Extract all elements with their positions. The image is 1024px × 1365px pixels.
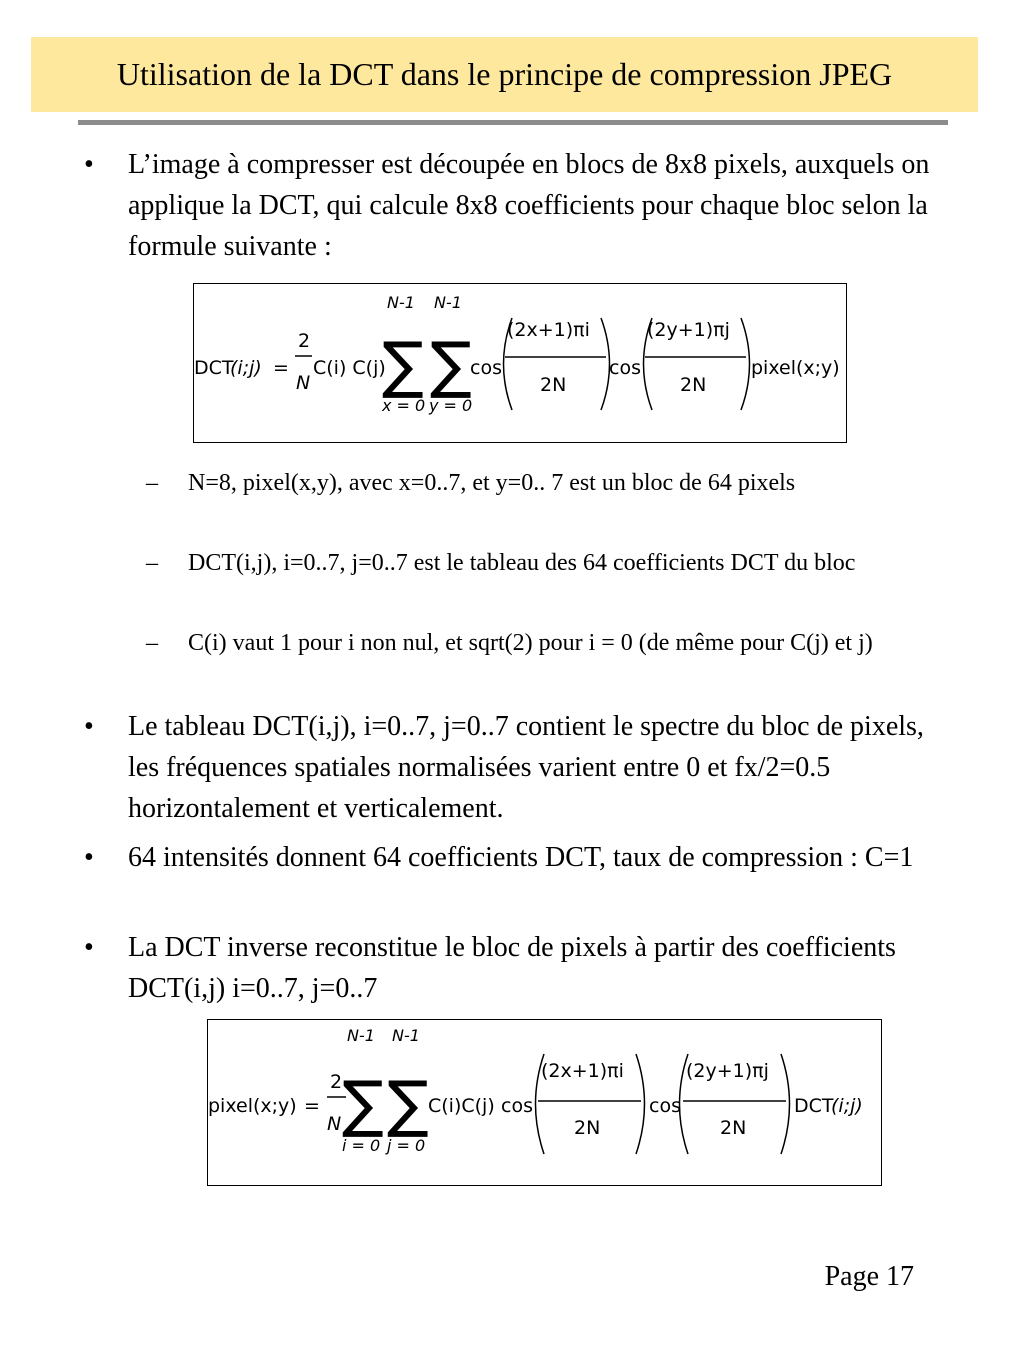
sub-item bbox=[146, 545, 946, 581]
cos-numerator: (2x+1)πi bbox=[507, 319, 590, 341]
right-paren-icon bbox=[741, 318, 750, 410]
cos-numerator: (2y+1)πj bbox=[647, 319, 730, 341]
fraction-numerator: 2 bbox=[330, 1071, 343, 1093]
cos-numerator: (2y+1)πj bbox=[686, 1060, 769, 1082]
dash-mark: – bbox=[146, 550, 158, 576]
cos-function: cos bbox=[649, 1095, 681, 1117]
right-paren-icon bbox=[781, 1054, 790, 1154]
sub-item-text: C(i) vaut 1 pour i non nul, et sqrt(2) pour i = 0 (de même pour C(j) et j) bbox=[188, 630, 873, 656]
bullet-text: Le tableau DCT(i,j), i=0..7, j=0..7 contient le spectre du bloc de pixels, les fréquences spatiales normalisées varient entre 0 et fx/2=0.5 horizontalement et verticalement. bbox=[128, 711, 924, 824]
title-divider bbox=[78, 120, 948, 125]
page-title: Utilisation de la DCT dans le principe de compression JPEG bbox=[116, 56, 893, 92]
formula-equals: = bbox=[273, 357, 289, 379]
cos-function: cos bbox=[470, 357, 502, 379]
right-paren-icon bbox=[636, 1054, 645, 1154]
formula-coefficients: C(i) C(j) bbox=[313, 357, 386, 379]
bullet-item bbox=[84, 144, 944, 267]
bullet-item bbox=[84, 837, 944, 878]
sum-lower-limit: x = 0 bbox=[382, 396, 426, 415]
formula-lhs: pixel(x;y) bbox=[208, 1095, 297, 1117]
bullet-mark: • bbox=[84, 149, 94, 180]
bullet-item bbox=[84, 706, 944, 829]
cos-denominator: 2N bbox=[574, 1117, 601, 1139]
formula-lhs-args: (i;j) bbox=[230, 357, 262, 379]
sum-symbol: ∑ bbox=[430, 328, 472, 401]
sub-item bbox=[146, 625, 946, 661]
cos-denominator: 2N bbox=[540, 374, 567, 396]
bullet-text: L’image à compresser est découpée en blocs de 8x8 pixels, auxquels on applique la DCT, qui calcule 8x8 coefficients pour chaque bloc selon la formule suivante : bbox=[128, 149, 930, 262]
sum-upper-limit: N-1 bbox=[434, 293, 462, 312]
sum-symbol: ∑ bbox=[387, 1067, 429, 1140]
sum-upper-limit: N-1 bbox=[347, 1026, 375, 1045]
bullet-mark: • bbox=[84, 932, 94, 963]
fraction-numerator: 2 bbox=[298, 330, 311, 352]
sub-item bbox=[146, 465, 946, 501]
title-banner bbox=[31, 37, 978, 112]
formula-rhs-args: (i;j) bbox=[831, 1095, 863, 1117]
sum-symbol: ∑ bbox=[382, 328, 424, 401]
cos-numerator: (2x+1)πi bbox=[541, 1060, 624, 1082]
dash-mark: – bbox=[146, 470, 158, 496]
dct-formula bbox=[193, 283, 847, 443]
bullet-text: 64 intensités donnent 64 coefficients DCT, taux de compression : C=1 bbox=[128, 842, 914, 873]
sum-lower-limit: y = 0 bbox=[429, 396, 473, 415]
formula-rhs-name: DCT bbox=[794, 1095, 834, 1117]
bullet-mark: • bbox=[84, 842, 94, 873]
bullet-item bbox=[84, 927, 944, 1009]
cos-function: cos bbox=[609, 357, 641, 379]
formula-coefficients: C(i)C(j) bbox=[428, 1095, 495, 1117]
sum-upper-limit: N-1 bbox=[387, 293, 415, 312]
cos-function: cos bbox=[501, 1095, 533, 1117]
fraction-denominator: N bbox=[296, 372, 311, 394]
dash-mark: – bbox=[146, 630, 158, 656]
bullet-text: La DCT inverse reconstitue le bloc de pixels à partir des coefficients DCT(i,j) i=0..7, j=0..7 bbox=[128, 932, 896, 1004]
cos-denominator: 2N bbox=[680, 374, 707, 396]
page-number: Page 17 bbox=[824, 1261, 914, 1292]
inverse-dct-formula bbox=[207, 1019, 882, 1186]
sum-symbol: ∑ bbox=[342, 1067, 384, 1140]
formula-lhs-name: DCT bbox=[194, 357, 234, 379]
bullet-mark: • bbox=[84, 711, 94, 742]
cos-denominator: 2N bbox=[720, 1117, 747, 1139]
sum-upper-limit: N-1 bbox=[392, 1026, 420, 1045]
formula-equals: = bbox=[304, 1095, 320, 1117]
formula-rhs: pixel(x;y) bbox=[751, 357, 840, 379]
sum-lower-limit: i = 0 bbox=[342, 1136, 381, 1155]
sub-item-text: N=8, pixel(x,y), avec x=0..7, et y=0.. 7 est un bloc de 64 pixels bbox=[188, 470, 796, 496]
sub-item-text: DCT(i,j), i=0..7, j=0..7 est le tableau des 64 coefficients DCT du bloc bbox=[188, 550, 856, 576]
fraction-denominator: N bbox=[327, 1113, 342, 1135]
sum-lower-limit: j = 0 bbox=[387, 1136, 426, 1155]
